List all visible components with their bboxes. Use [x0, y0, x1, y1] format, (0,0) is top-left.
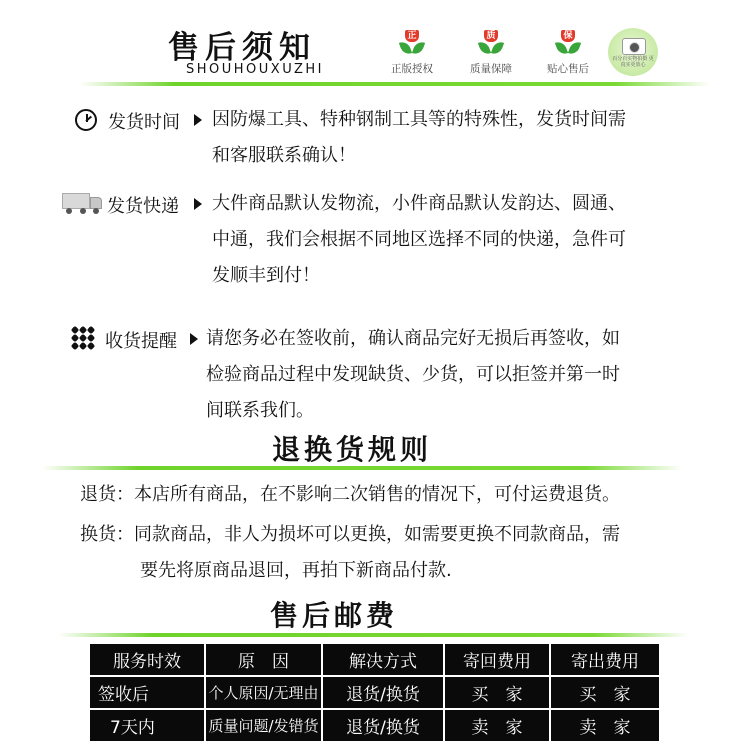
badge-service [533, 30, 603, 76]
notice-line: 中通，我们会根据不同地区选择不同的快递，急件可 [212, 229, 626, 250]
notice-label-shipping-time: 发货时间 [108, 112, 180, 133]
table-cell: 退货/换货 [323, 677, 443, 710]
badge-authorized [377, 30, 447, 76]
notice-line: 请您务必在签收前，确认商品完好无损后再签收，如 [206, 328, 620, 349]
header-divider [80, 82, 710, 86]
arrow-right-icon [194, 114, 202, 126]
badge-quality [456, 30, 526, 76]
postage-divider [58, 633, 688, 637]
page-subtitle: SHOUHOUXUZHI [186, 62, 325, 77]
notice-line: 发顺丰到付！ [212, 265, 320, 286]
notice-text-shipping-time [212, 102, 626, 174]
table-cell: 卖 家 [551, 710, 659, 743]
postage-table [88, 644, 661, 743]
badge-label: 正版授权 [391, 63, 433, 75]
table-row [90, 710, 659, 743]
badge-label: 质量保障 [470, 63, 512, 75]
table-cell: 个人原因/无理由 [206, 677, 321, 710]
arrow-right-icon [194, 198, 202, 210]
notice-text-courier [212, 186, 626, 294]
returns-title: 退换货规则 [272, 433, 433, 466]
camera-caption: 百分百实物拍摄 更真实更放心 [612, 56, 654, 68]
notice-line: 大件商品默认发物流，小件商品默认发韵达、圆通、 [212, 193, 626, 214]
table-cell: 买 家 [551, 677, 659, 710]
postage-title: 售后邮费 [270, 599, 399, 632]
notice-label-receiving: 收货提醒 [105, 331, 177, 352]
exchange-rule-line1: 换货：同款商品，非人为损坏可以更换，如需要更换不同款商品，需 [80, 524, 620, 545]
notice-line: 因防爆工具、特种钢制工具等的特殊性，发货时间需 [212, 109, 626, 130]
notice-line: 间联系我们。 [206, 400, 314, 421]
table-header-cell: 服务时效 [90, 644, 204, 677]
camera-icon [608, 28, 658, 76]
badge-label: 贴心售后 [547, 63, 589, 75]
table-header-cell: 寄回费用 [445, 644, 549, 677]
returns-divider [42, 466, 682, 470]
table-header-cell: 解决方式 [323, 644, 443, 677]
table-cell: 买 家 [445, 677, 549, 710]
table-row [90, 677, 659, 710]
notice-label-courier: 发货快递 [107, 196, 179, 217]
exchange-rule-line2: 要先将原商品退回，再拍下新商品付款. [140, 560, 452, 581]
authorized-shield-icon: 正 [399, 30, 425, 58]
arrow-right-icon [190, 333, 198, 345]
service-shield-icon: 保 [555, 30, 581, 58]
table-cell: 质量问题/发错货 [206, 710, 321, 743]
clock-icon [75, 109, 97, 131]
table-cell: 卖 家 [445, 710, 549, 743]
refund-rule: 退货：本店所有商品，在不影响二次销售的情况下，可付运费退货。 [80, 484, 620, 505]
notice-line: 检验商品过程中发现缺货、少货，可以拒签并第一时 [206, 364, 620, 385]
notice-line: 和客服联系确认！ [212, 145, 356, 166]
quality-shield-icon: 质 [478, 30, 504, 58]
table-header-cell: 原 因 [206, 644, 321, 677]
table-cell: 退货/换货 [323, 710, 443, 743]
table-header-cell: 寄出费用 [551, 644, 659, 677]
truck-icon [62, 192, 102, 214]
table-cell: 签收后 [90, 677, 204, 710]
page-title: 售后须知 [168, 30, 316, 66]
table-cell: 7天内 [90, 710, 204, 743]
notice-text-receiving [206, 321, 620, 429]
table-header-row [90, 644, 659, 677]
dots-grid-icon [72, 327, 94, 349]
